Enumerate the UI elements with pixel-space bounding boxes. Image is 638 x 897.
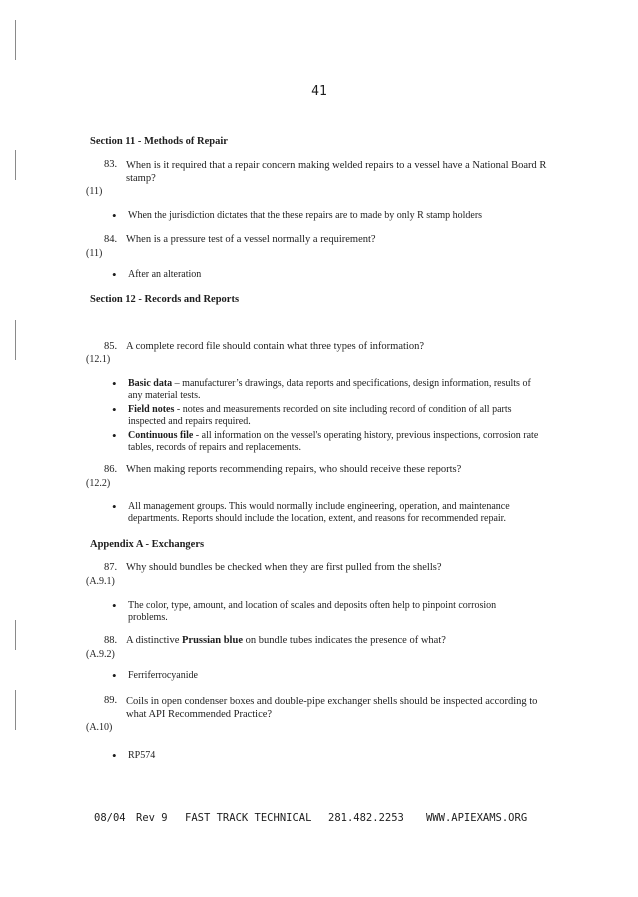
q88-question-end: on bundle tubes indicates the presence of what? xyxy=(242,635,446,646)
q88-question-bold: Prussian blue xyxy=(182,635,243,646)
bullet-icon: • xyxy=(112,376,117,391)
q87-question: Why should bundles be checked when they are first pulled from the shells? xyxy=(126,562,442,573)
page-number: 41 xyxy=(311,84,327,99)
q83-question: When is it required that a repair concern making welded repairs to a vessel have a National Board R stamp? xyxy=(126,160,547,184)
bullet-icon: • xyxy=(112,402,117,417)
q83-number: 83. xyxy=(104,159,118,170)
q83-reference: (11) xyxy=(86,186,103,197)
q85-answer-1-text: – manufacturer’s drawings, data reports and specifications, design information, results of any material tests. xyxy=(128,378,531,401)
q87-number: 87. xyxy=(104,562,118,573)
q85-answer-1 xyxy=(128,378,546,401)
q84-reference: (11) xyxy=(86,248,103,259)
q84-number: 84. xyxy=(104,234,118,245)
footer-phone: 281.482.2253 xyxy=(328,812,404,824)
q86-answer: All management groups. This would normally include engineering, operation, and maintenance departments. Reports should include the location, extent, and reasons for recommended repair. xyxy=(128,501,510,524)
bullet-icon: • xyxy=(112,499,117,514)
q84-question: When is a pressure test of a vessel normally a requirement? xyxy=(126,234,376,245)
q85-question: A complete record file should contain what three types of information? xyxy=(126,341,424,352)
q85-answer-1-term: Basic data xyxy=(128,378,173,389)
q85-answer-2-term: Field notes xyxy=(128,404,175,415)
q85-reference: (12.1) xyxy=(86,354,111,365)
q85-answer-3-term: Continuous file xyxy=(128,430,194,441)
bullet-icon: • xyxy=(112,748,117,763)
q89-answer: RP574 xyxy=(128,750,156,761)
scan-edge-mark xyxy=(15,150,16,180)
q86-number: 86. xyxy=(104,464,118,475)
q85-answer-3 xyxy=(128,430,546,453)
bullet-icon: • xyxy=(112,598,117,613)
footer-website: WWW.APIEXAMS.ORG xyxy=(426,812,528,824)
section-11-heading: Section 11 - Methods of Repair xyxy=(90,136,228,147)
q88-answer: Ferriferrocyanide xyxy=(128,670,198,681)
footer-date: 08/04 xyxy=(94,812,126,824)
bullet-icon: • xyxy=(112,668,117,683)
q85-answer-2 xyxy=(128,404,546,427)
q88-question xyxy=(126,635,556,646)
q86-question: When making reports recommending repairs, who should receive these reports? xyxy=(126,464,462,475)
q89-question: Coils in open condenser boxes and double-pipe exchanger shells should be inspected according to what API Recommended Practice? xyxy=(126,696,538,720)
q83-answer: When the jurisdiction dictates that the these repairs are to made by only R stamp holders xyxy=(128,210,483,221)
q88-question-start: A distinctive xyxy=(126,635,182,646)
q86-reference: (12.2) xyxy=(86,478,111,489)
scan-edge-mark xyxy=(15,20,16,60)
bullet-icon: • xyxy=(112,208,117,223)
scan-edge-mark xyxy=(15,320,16,360)
scan-edge-mark xyxy=(15,690,16,730)
q85-number: 85. xyxy=(104,341,118,352)
q88-reference: (A.9.2) xyxy=(86,649,115,660)
scan-edge-mark xyxy=(15,620,16,650)
q88-number: 88. xyxy=(104,635,118,646)
appendix-a-heading: Appendix A - Exchangers xyxy=(90,539,205,550)
q89-reference: (A.10) xyxy=(86,722,113,733)
q85-answer-3-text: - all information on the vessel's operating history, previous inspections, corrosion rate tables, records of repairs and replacements. xyxy=(128,430,539,453)
section-12-heading: Section 12 - Records and Reports xyxy=(90,294,240,305)
q87-reference: (A.9.1) xyxy=(86,576,115,587)
footer-revision: Rev 9 xyxy=(136,812,168,824)
footer-company: FAST TRACK TECHNICAL xyxy=(185,812,312,824)
q87-answer: The color, type, amount, and location of scales and deposits often help to pinpoint corrosion problems. xyxy=(128,600,497,623)
q85-answer-2-text: - notes and measurements recorded on site including record of condition of all parts inspected and repairs required. xyxy=(128,404,512,427)
bullet-icon: • xyxy=(112,267,117,282)
q84-answer: After an alteration xyxy=(128,269,202,280)
q89-number: 89. xyxy=(104,695,118,706)
bullet-icon: • xyxy=(112,428,117,443)
